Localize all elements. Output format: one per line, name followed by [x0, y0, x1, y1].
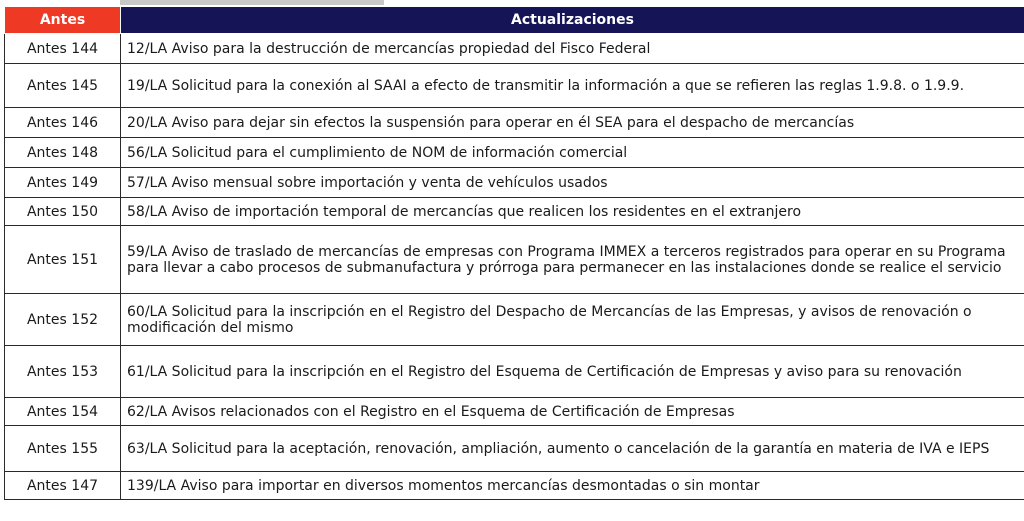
- cell-actualizacion: 57/LA Aviso mensual sobre importación y venta de vehículos usados: [121, 168, 1024, 198]
- cell-actualizacion: 12/LA Aviso para la destrucción de mercancías propiedad del Fisco Federal: [121, 34, 1024, 64]
- cell-antes: Antes 152: [5, 294, 121, 346]
- header-actualizaciones: Actualizaciones: [121, 7, 1024, 34]
- table-row: [5, 294, 1024, 346]
- top-decorative-rule: [120, 0, 384, 5]
- cell-antes: Antes 150: [5, 198, 121, 226]
- table-row: [5, 426, 1024, 472]
- cell-antes: Antes 154: [5, 398, 121, 426]
- cell-antes: Antes 146: [5, 108, 121, 138]
- cell-actualizacion: 58/LA Aviso de importación temporal de mercancías que realicen los residentes en el extranjero: [121, 198, 1024, 226]
- table-row: [5, 398, 1024, 426]
- table-row: [5, 168, 1024, 198]
- cell-actualizacion: 59/LA Aviso de traslado de mercancías de empresas con Programa IMMEX a terceros registrados para operar en su Programa para llevar a cabo procesos de submanufactura y prórroga para permanecer en las instalaciones donde se realice el servicio: [121, 226, 1024, 294]
- cell-actualizacion: 63/LA Solicitud para la aceptación, renovación, ampliación, aumento o cancelación de la garantía en materia de IVA e IEPS: [121, 426, 1024, 472]
- table-row: [5, 346, 1024, 398]
- cell-antes: Antes 148: [5, 138, 121, 168]
- cell-actualizacion: 19/LA Solicitud para la conexión al SAAI a efecto de transmitir la información a que se refieren las reglas 1.9.8. o 1.9.9.: [121, 64, 1024, 108]
- cell-actualizacion: 62/LA Avisos relacionados con el Registro en el Esquema de Certificación de Empresas: [121, 398, 1024, 426]
- cell-antes: Antes 149: [5, 168, 121, 198]
- cell-antes: Antes 145: [5, 64, 121, 108]
- header-antes: Antes: [5, 7, 121, 34]
- cell-antes: Antes 155: [5, 426, 121, 472]
- table-row: [5, 138, 1024, 168]
- table-row: [5, 64, 1024, 108]
- table-row: [5, 472, 1024, 500]
- table-row: [5, 34, 1024, 64]
- cell-antes: Antes 151: [5, 226, 121, 294]
- cell-actualizacion: 56/LA Solicitud para el cumplimiento de NOM de información comercial: [121, 138, 1024, 168]
- updates-table: [4, 6, 1024, 500]
- table-header-row: [5, 7, 1024, 34]
- table-row: [5, 198, 1024, 226]
- cell-actualizacion: 60/LA Solicitud para la inscripción en el Registro del Despacho de Mercancías de las Empresas, y avisos de renovación o modificación del mismo: [121, 294, 1024, 346]
- cell-antes: Antes 147: [5, 472, 121, 500]
- table-row: [5, 108, 1024, 138]
- cell-actualizacion: 20/LA Aviso para dejar sin efectos la suspensión para operar en él SEA para el despacho de mercancías: [121, 108, 1024, 138]
- cell-actualizacion: 61/LA Solicitud para la inscripción en el Registro del Esquema de Certificación de Empresas y aviso para su renovación: [121, 346, 1024, 398]
- cell-antes: Antes 153: [5, 346, 121, 398]
- cell-antes: Antes 144: [5, 34, 121, 64]
- cell-actualizacion: 139/LA Aviso para importar en diversos momentos mercancías desmontadas o sin montar: [121, 472, 1024, 500]
- table-row: [5, 226, 1024, 294]
